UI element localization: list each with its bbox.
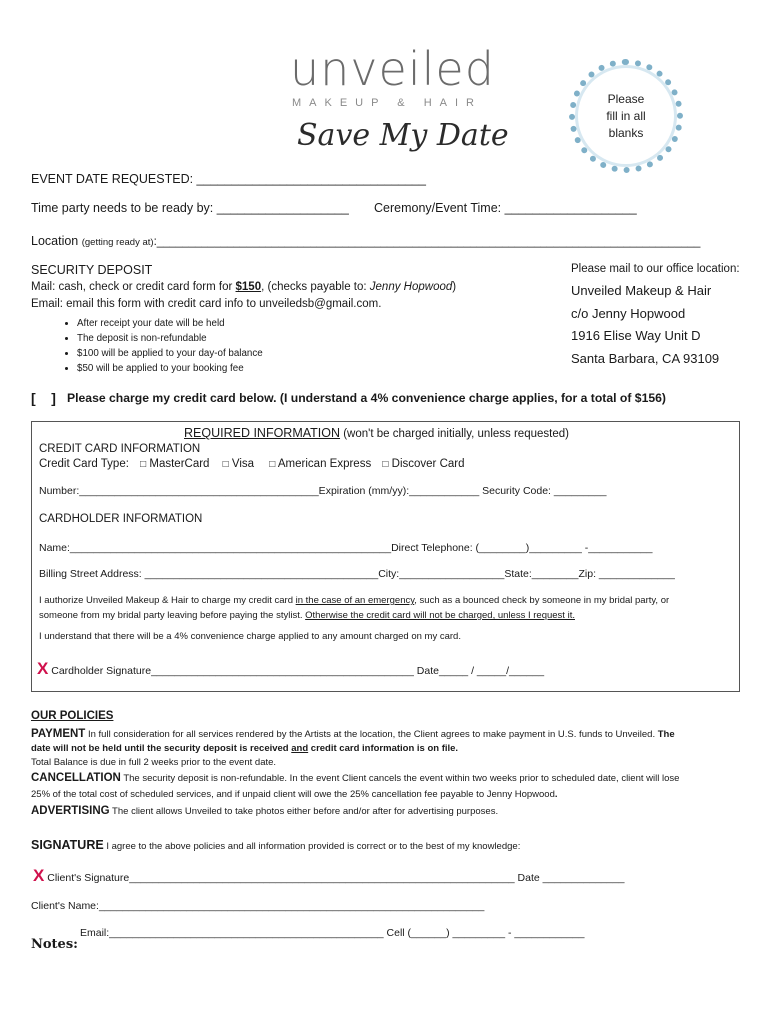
checkbox-icon: □ — [140, 459, 147, 470]
payment-bold: credit card information is on file. — [308, 743, 459, 754]
location-line: :_____________________________________________________________________________________ — [153, 236, 701, 248]
address-line: Unveiled Makeup & Hair — [571, 283, 712, 298]
office-address — [571, 280, 719, 370]
checkbox-icon: □ — [269, 459, 276, 470]
auth-emergency: in the case of an emergency — [295, 595, 415, 606]
signature-heading-line — [31, 836, 520, 854]
ceremony-time-field[interactable]: Ceremony/Event Time: ___________________ — [374, 201, 637, 215]
cardholder-name-row[interactable]: Name:_______________________________________________________Direct Telephone: (________)_________ -___________ — [39, 542, 653, 554]
location-label: Location — [31, 234, 82, 248]
cardholder-heading: CARDHOLDER INFORMATION — [39, 513, 203, 525]
option-label: Discover Card — [391, 458, 465, 470]
badge-line: fill in all — [606, 108, 646, 123]
authorization-line-2 — [39, 610, 575, 621]
auth-text: I authorize Unveiled Makeup & Hair to charge my credit card — [39, 595, 296, 606]
event-date-field[interactable]: EVENT DATE REQUESTED: _________________________________ — [31, 172, 426, 186]
signature-x-mark: X — [33, 866, 45, 885]
payment-policy-line-2 — [31, 743, 458, 754]
required-heading-line — [184, 424, 569, 442]
cancellation-text: 25% of the total cost of scheduled services, and if unpaid client will owe the 25% cancellation fee payable to Jenny Hopwood — [31, 789, 555, 800]
client-contact-row[interactable]: Email:_______________________________________________ Cell (______) _________ - ____________ — [80, 927, 585, 939]
billing-address-row[interactable]: Billing Street Address: ________________________________________City:__________________State:________Zip: _____________ — [39, 568, 675, 580]
checkbox-icon: □ — [222, 459, 229, 470]
deposit-mail-line — [31, 281, 456, 293]
notes-label: Notes: — [31, 937, 78, 952]
cancellation-policy-line — [31, 772, 679, 784]
list-item: • $100 will be applied to your day-of balance — [77, 346, 263, 361]
agreement-text: I agree to the above policies and all information provided is correct or to the best of my knowledge: — [103, 841, 521, 852]
address-line: Santa Barbara, CA 93109 — [571, 350, 720, 366]
badge-line: Please — [607, 91, 645, 106]
auth-condition: Otherwise the credit card will not be charged, unless I request it. — [305, 610, 575, 621]
auth-text: , such as a bounced check by someone in my bridal party, or — [414, 595, 670, 606]
cardholder-signature-row[interactable] — [37, 659, 544, 679]
page-title: Save My Date — [297, 118, 509, 153]
logo-subtitle: MAKEUP & HAIR — [292, 97, 482, 109]
mail-intro: Please mail to our office location: — [571, 263, 740, 275]
option-label: MasterCard — [149, 458, 210, 470]
list-item: • After receipt your date will be held — [77, 316, 263, 331]
mail-mid: , (checks payable to: — [261, 281, 370, 293]
mail-end: ) — [452, 281, 457, 293]
required-heading: REQUIRED INFORMATION — [184, 426, 341, 440]
charge-request-text: Please charge my credit card below. (I understand a 4% convenience charge applies, for a total of $156) — [67, 391, 666, 405]
advertising-policy-line — [31, 805, 498, 817]
list-item: • $50 will be applied to your booking fee — [77, 361, 263, 376]
payment-policy-line — [31, 728, 675, 740]
signature-line: Cardholder Signature_____________________________________________ Date_____ / _____/______ — [48, 665, 545, 677]
required-note: (won't be charged initially, unless requested) — [340, 428, 569, 440]
payment-bold: The — [657, 729, 675, 740]
payment-text: In full consideration for all services rendered by the Artists at the location, the Client agrees to make payment in U.S. funds to Unveiled. — [85, 729, 658, 740]
signature-x-mark: X — [37, 659, 49, 678]
cc-info-heading: CREDIT CARD INFORMATION — [39, 443, 201, 455]
address-line: c/o Jenny Hopwood — [571, 305, 686, 321]
mastercard-option[interactable] — [140, 458, 209, 470]
mail-pre: Mail: cash, check or credit card form for — [31, 281, 236, 293]
card-type-row — [39, 458, 465, 470]
payment-bold: date will not be held until the security deposit is received — [31, 743, 292, 754]
total-balance-note: Total Balance is due in full 2 weeks prior to the event date. — [31, 757, 277, 768]
security-deposit-heading: SECURITY DEPOSIT — [31, 263, 153, 277]
location-field[interactable] — [31, 232, 700, 250]
logo-wordmark: unveiled — [290, 42, 495, 96]
card-number-row[interactable]: Number:_________________________________________Expiration (mm/yy):____________ Security Code: _________ — [39, 485, 607, 497]
convenience-charge-note: I understand that there will be a 4% convenience charge applied to any amount charged on my card. — [39, 631, 461, 642]
payee: Jenny Hopwood — [369, 281, 453, 293]
payment-label: PAYMENT — [31, 728, 86, 740]
badge-line: blanks — [608, 125, 644, 140]
ready-by-field[interactable]: Time party needs to be ready by: ___________________ — [31, 201, 349, 215]
list-item: • The deposit is non-refundable — [77, 331, 263, 346]
advertising-text: The client allows Unveiled to take photos either before and/or after for advertising purposes. — [109, 806, 499, 817]
discover-option[interactable] — [382, 458, 464, 470]
location-note: (getting ready at) — [81, 237, 154, 248]
advertising-label: ADVERTISING — [31, 805, 110, 817]
client-signature-row[interactable] — [33, 866, 624, 886]
payment-and: and — [291, 743, 309, 754]
checkbox-icon: □ — [382, 459, 389, 470]
visa-option[interactable] — [223, 458, 254, 470]
deposit-email-line: Email: email this form with credit card info to unveiledsb@gmail.com. — [31, 298, 382, 310]
client-signature-line: Client's Signature__________________________________________________________________ Date ______________ — [44, 872, 625, 884]
policies-heading: OUR POLICIES — [31, 710, 114, 722]
cancellation-policy-line-2 — [31, 789, 558, 800]
deposit-amount: $150 — [235, 281, 262, 293]
client-name-row[interactable]: Client's Name:__________________________________________________________________ — [31, 900, 485, 912]
card-type-label: Credit Card Type: — [39, 458, 129, 470]
fill-blanks-badge — [569, 59, 683, 173]
charge-checkbox[interactable]: [ ] — [31, 390, 56, 406]
cancellation-dot: . — [554, 789, 558, 800]
cancellation-text: The security deposit is non-refundable. In the event Client cancels the event within two weeks prior to scheduled date, client will lose — [120, 773, 680, 784]
option-label: Visa — [231, 458, 255, 470]
amex-option[interactable] — [269, 458, 371, 470]
signature-heading: SIGNATURE — [31, 838, 104, 852]
auth-text: someone from my bridal party leaving before paying the stylist. — [39, 610, 306, 621]
option-label: American Express — [277, 458, 372, 470]
deposit-bullets — [55, 316, 263, 376]
address-line: 1916 Elise Way Unit D — [571, 328, 701, 343]
authorization-line-1 — [39, 595, 669, 606]
cancellation-label: CANCELLATION — [31, 772, 121, 784]
